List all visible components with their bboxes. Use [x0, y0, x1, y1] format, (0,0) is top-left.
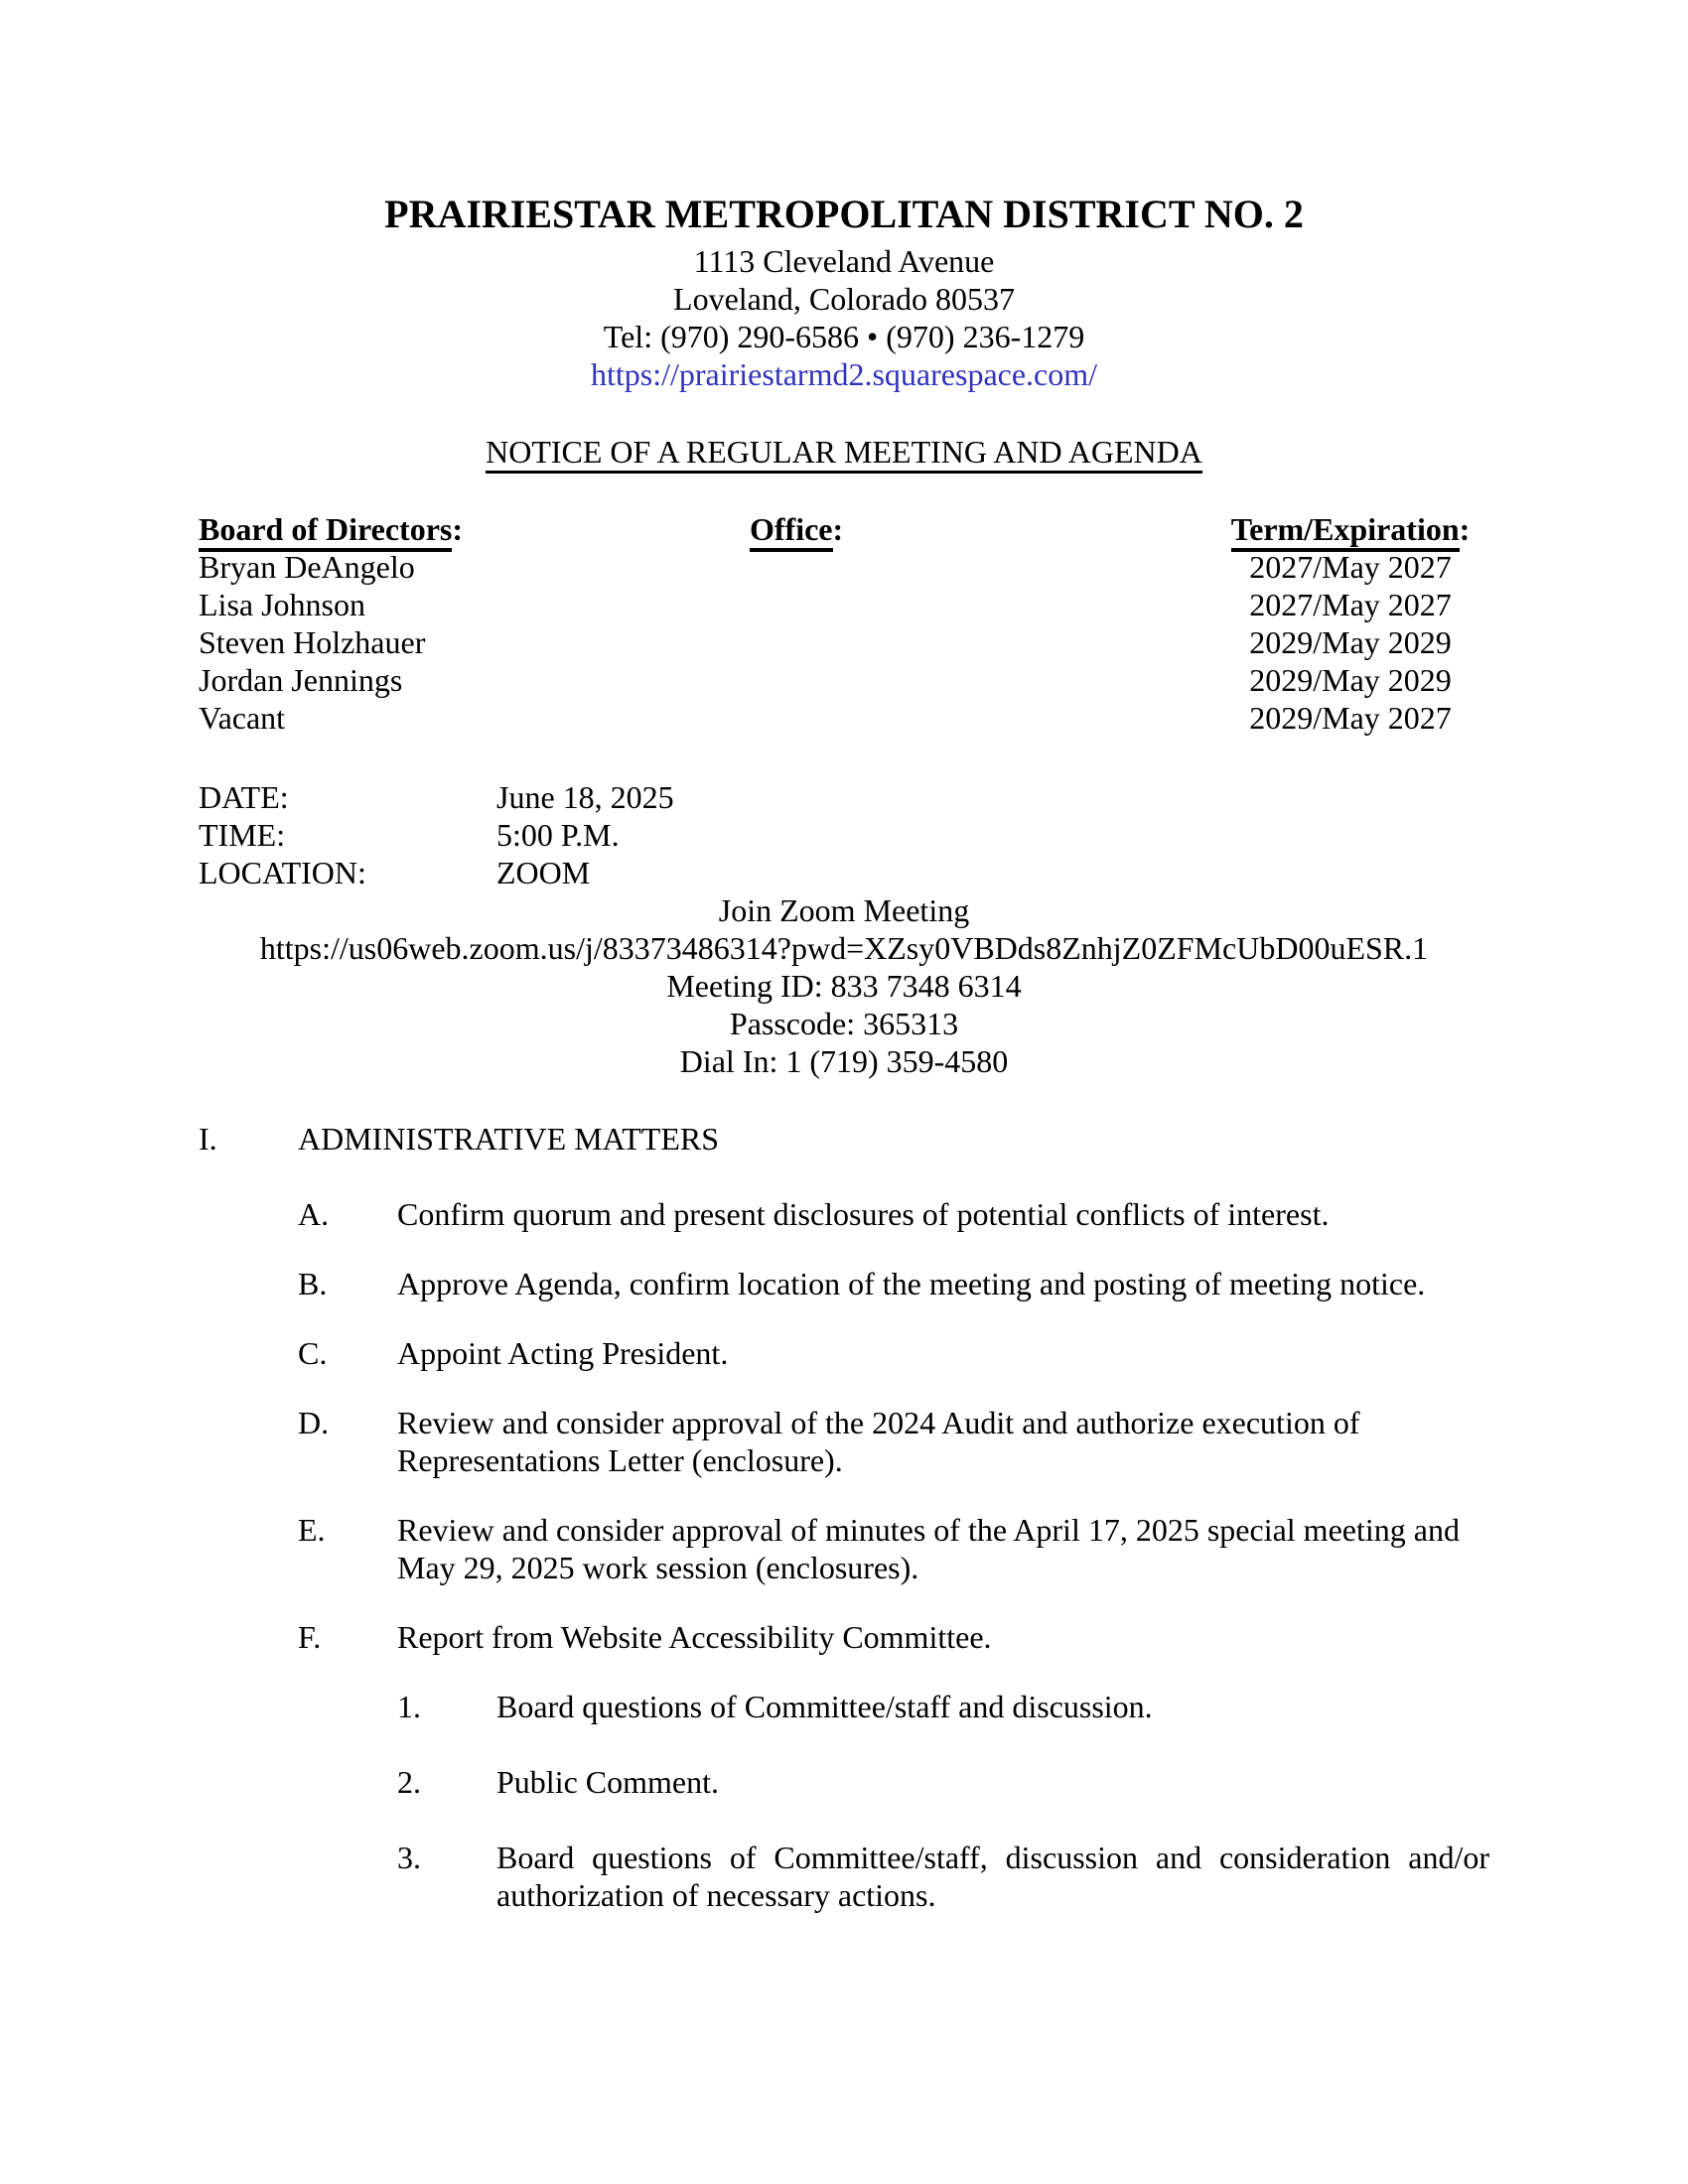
director-office	[750, 548, 1211, 586]
item-text: Review and consider approval of minutes of the April 17, 2025 special meeting and May 29, 2025 work session (enclosures).	[397, 1512, 1460, 1585]
item-label: B.	[298, 1266, 328, 1301]
notice-heading: NOTICE OF A REGULAR MEETING AND AGENDA	[486, 434, 1202, 474]
agenda-subitem-2	[397, 1763, 1489, 1801]
board-row	[199, 661, 1489, 699]
agenda-subitem-1	[397, 1688, 1489, 1725]
subitem-text: Board questions of Committee/staff and discussion.	[496, 1689, 1153, 1724]
zoom-dial-in: Dial In: 1 (719) 359-4580	[679, 1043, 1009, 1079]
location-label: LOCATION:	[199, 855, 366, 890]
item-label: D.	[298, 1405, 330, 1440]
agenda-subitem-3	[397, 1839, 1489, 1914]
director-office	[750, 661, 1211, 699]
director-term: 2029/May 2027	[1249, 700, 1452, 736]
director-office	[750, 623, 1211, 661]
board-table-header-row	[199, 510, 1489, 548]
section-title: ADMINISTRATIVE MATTERS	[298, 1121, 719, 1157]
agenda-item-d	[298, 1404, 1489, 1479]
director-name: Vacant	[199, 700, 286, 736]
subitem-text: Board questions of Committee/staff, discussion and consideration and/or authorization of necessary actions.	[496, 1840, 1489, 1913]
director-office	[750, 699, 1211, 737]
district-website-link[interactable]: https://prairiestarmd2.squarespace.com/	[590, 356, 1098, 392]
agenda-item-e	[298, 1511, 1489, 1586]
address-line-1: 1113 Cleveland Avenue	[693, 243, 995, 279]
meeting-info-row	[199, 854, 1489, 891]
item-text: Confirm quorum and present disclosures of potential conflicts of interest.	[397, 1196, 1330, 1232]
subitem-text: Public Comment.	[496, 1764, 719, 1800]
zoom-join-block	[199, 891, 1489, 1080]
item-text: Review and consider approval of the 2024 Audit and authorize execution of Representations Letter (enclosure).	[397, 1405, 1360, 1478]
subitem-label: 2.	[397, 1764, 421, 1800]
document-header	[199, 191, 1489, 393]
director-name: Lisa Johnson	[199, 587, 365, 622]
zoom-passcode: Passcode: 365313	[729, 1006, 959, 1041]
item-label: E.	[298, 1512, 326, 1548]
agenda	[199, 1120, 1489, 1914]
director-office	[750, 586, 1211, 623]
board-row	[199, 699, 1489, 737]
director-term: 2027/May 2027	[1249, 587, 1452, 622]
director-name: Jordan Jennings	[199, 662, 403, 698]
notice-heading-row	[199, 433, 1489, 471]
director-term: 2027/May 2027	[1249, 549, 1452, 585]
subitem-label: 3.	[397, 1840, 421, 1875]
board-row	[199, 623, 1489, 661]
location-value: ZOOM	[496, 855, 591, 890]
agenda-item-b	[298, 1265, 1489, 1302]
board-row	[199, 586, 1489, 623]
board-directors-header: Board of Directors:	[199, 510, 750, 548]
board-term-header: Term/Expiration:	[1211, 510, 1489, 548]
agenda-item-f	[298, 1618, 1489, 1656]
item-text: Approve Agenda, confirm location of the meeting and posting of meeting notice.	[397, 1266, 1426, 1301]
address-line-2: Loveland, Colorado 80537	[673, 281, 1015, 317]
item-label: F.	[298, 1619, 322, 1655]
meeting-info-row	[199, 778, 1489, 816]
item-label: C.	[298, 1335, 328, 1371]
item-label: A.	[298, 1196, 330, 1232]
date-value: June 18, 2025	[496, 779, 674, 815]
section-number: I.	[199, 1121, 217, 1157]
zoom-meeting-id: Meeting ID: 833 7348 6314	[666, 968, 1022, 1004]
item-text: Report from Website Accessibility Committee.	[397, 1619, 992, 1655]
agenda-item-a	[298, 1195, 1489, 1233]
subitem-label: 1.	[397, 1689, 421, 1724]
board-row	[199, 548, 1489, 586]
agenda-item-c	[298, 1334, 1489, 1372]
zoom-meeting-url: https://us06web.zoom.us/j/83373486314?pwd=XZsy0VBDds8ZnhjZ0ZFMcUbD00uESR.1	[259, 930, 1429, 966]
director-name: Steven Holzhauer	[199, 624, 426, 660]
board-table	[199, 510, 1489, 737]
director-name: Bryan DeAngelo	[199, 549, 415, 585]
time-value: 5:00 P.M.	[496, 817, 620, 853]
meeting-info-row	[199, 816, 1489, 854]
phone-line: Tel: (970) 290-6586 • (970) 236-1279	[603, 319, 1085, 354]
board-office-header: Office:	[750, 510, 1211, 548]
date-label: DATE:	[199, 779, 289, 815]
join-zoom-heading: Join Zoom Meeting	[718, 892, 970, 928]
time-label: TIME:	[199, 817, 286, 853]
item-text: Appoint Acting President.	[397, 1335, 729, 1371]
district-title: PRAIRIESTAR METROPOLITAN DISTRICT NO. 2	[384, 192, 1304, 236]
meeting-info	[199, 778, 1489, 1080]
director-term: 2029/May 2029	[1249, 662, 1452, 698]
agenda-section-heading	[199, 1120, 1489, 1158]
director-term: 2029/May 2029	[1249, 624, 1452, 660]
